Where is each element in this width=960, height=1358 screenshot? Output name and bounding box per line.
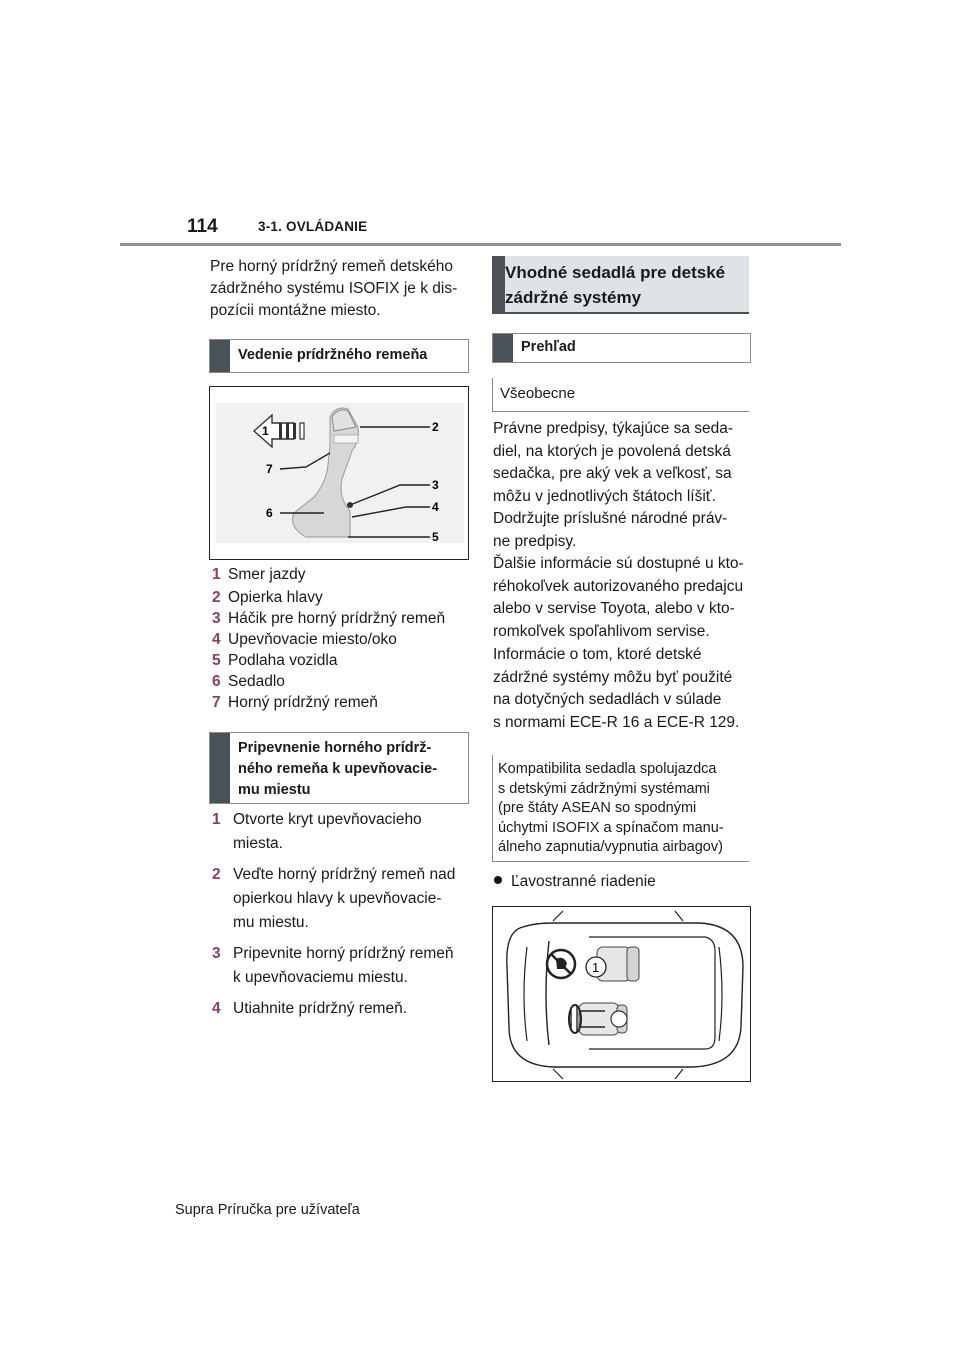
figure2-callout-1: 1 bbox=[592, 960, 600, 975]
heading-text: Vhodné sedadlá pre detské zádržné systémy bbox=[505, 263, 726, 307]
bullet-icon bbox=[494, 876, 502, 884]
heading-suitable-seats bbox=[492, 256, 749, 314]
footer-manual-title: Supra Príručka pre užívateľa bbox=[175, 1202, 360, 1218]
heading-attach-tether bbox=[209, 732, 469, 804]
intro-paragraph bbox=[210, 256, 470, 322]
callout-3: 3 bbox=[432, 478, 439, 492]
intro-line: pozícii montážne miesto. bbox=[210, 302, 381, 319]
subheading-overview bbox=[492, 333, 751, 363]
heading-text: Vedenie prídržného remeňa bbox=[238, 347, 428, 363]
intro-line: Pre horný prídržný remeň detského bbox=[210, 258, 453, 275]
legend-item: 7 Horný prídržný remeň bbox=[212, 694, 378, 711]
compat-left-rule bbox=[492, 755, 493, 862]
legend-item: 2 Opierka hlavy bbox=[212, 589, 323, 606]
label-left-rule bbox=[492, 378, 493, 412]
heading-bar bbox=[210, 340, 230, 372]
general-label: Všeobecne bbox=[500, 385, 576, 402]
step-item: 4 Utiahnite prídržný remeň. bbox=[212, 1000, 408, 1017]
heading-tether-routing bbox=[209, 339, 469, 373]
heading-bar bbox=[493, 334, 513, 362]
callout-7: 7 bbox=[266, 462, 273, 476]
tether-routing-figure bbox=[209, 386, 469, 560]
heading-bar bbox=[210, 733, 230, 803]
callout-4: 4 bbox=[432, 500, 439, 514]
legend-item: 1 Smer jazdy bbox=[212, 566, 306, 583]
callout-2: 2 bbox=[432, 420, 439, 434]
info-paragraph: Ďalšie informácie sú dostupné u kto- réhokoľvek autorizovaného predajcu alebo v servise Toyota, alebo v kto- romkoľvek spoľahlivom servise. bbox=[493, 555, 744, 640]
norms-paragraph: Informácie o tom, ktoré detské zádržné systémy môžu byť použité na dotyčných sedadlách v súlade s normami ECE-R 16 a ECE-R 129. bbox=[493, 646, 740, 731]
legend-item: 4 Upevňovacie miesto/oko bbox=[212, 631, 397, 648]
subheading-text: Prehľad bbox=[521, 339, 576, 355]
label-bottom-rule bbox=[492, 411, 749, 412]
callout-6: 6 bbox=[266, 506, 273, 520]
page-number: 114 bbox=[187, 216, 218, 237]
compat-bottom-rule bbox=[492, 861, 749, 862]
legend-item: 6 Sedadlo bbox=[212, 673, 285, 690]
heading-bar bbox=[492, 256, 505, 312]
legend-item: 3 Háčik pre horný prídržný remeň bbox=[212, 610, 446, 627]
callout-5: 5 bbox=[432, 530, 439, 544]
legal-paragraph: Právne predpisy, týkajúce sa seda- diel, na ktorých je povolená detská sedačka, pre aký vek a veľkosť, sa môžu v jednotlivých štátoch líšiť. Dodržujte príslušné národné práv- ne predpisy. bbox=[493, 420, 734, 550]
steps-list bbox=[212, 808, 474, 1021]
step-item: 2 Veďte horný prídržný remeň nad opierkou hlavy k upevňovacie- mu miestu. bbox=[212, 866, 456, 931]
legend-item: 5 Podlaha vozidla bbox=[212, 652, 338, 669]
compatibility-note: Kompatibilita sedadla spolujazdca s detskými zádržnými systémami (pre štáty ASEAN so spodnými úchytmi ISOFIX a spínačom manu- álneho zapnutia/vypnutia airbagov) bbox=[498, 761, 724, 855]
section-title: 3-1. OVLÁDANIE bbox=[258, 219, 368, 234]
car-seat-compatibility-figure bbox=[492, 906, 751, 1082]
callout-1: 1 bbox=[262, 424, 269, 438]
step-item: 3 Pripevnite horný prídržný remeň k upevňovaciemu miestu. bbox=[212, 945, 454, 986]
intro-line: zádržného systému ISOFIX je k dis- bbox=[210, 280, 458, 297]
figure-legend bbox=[212, 564, 472, 713]
step-item: 1 Otvorte kryt upevňovacieho miesta. bbox=[212, 811, 422, 852]
seat-illustration bbox=[210, 387, 468, 559]
bullet-left-hand-drive: Ľavostranné riadenie bbox=[494, 871, 656, 893]
header-rule bbox=[120, 243, 841, 246]
car-top-view-illustration bbox=[493, 907, 750, 1081]
heading-text: Pripevnenie horného prídrž- ného remeňa k upevňovacie- mu miestu bbox=[238, 740, 438, 798]
